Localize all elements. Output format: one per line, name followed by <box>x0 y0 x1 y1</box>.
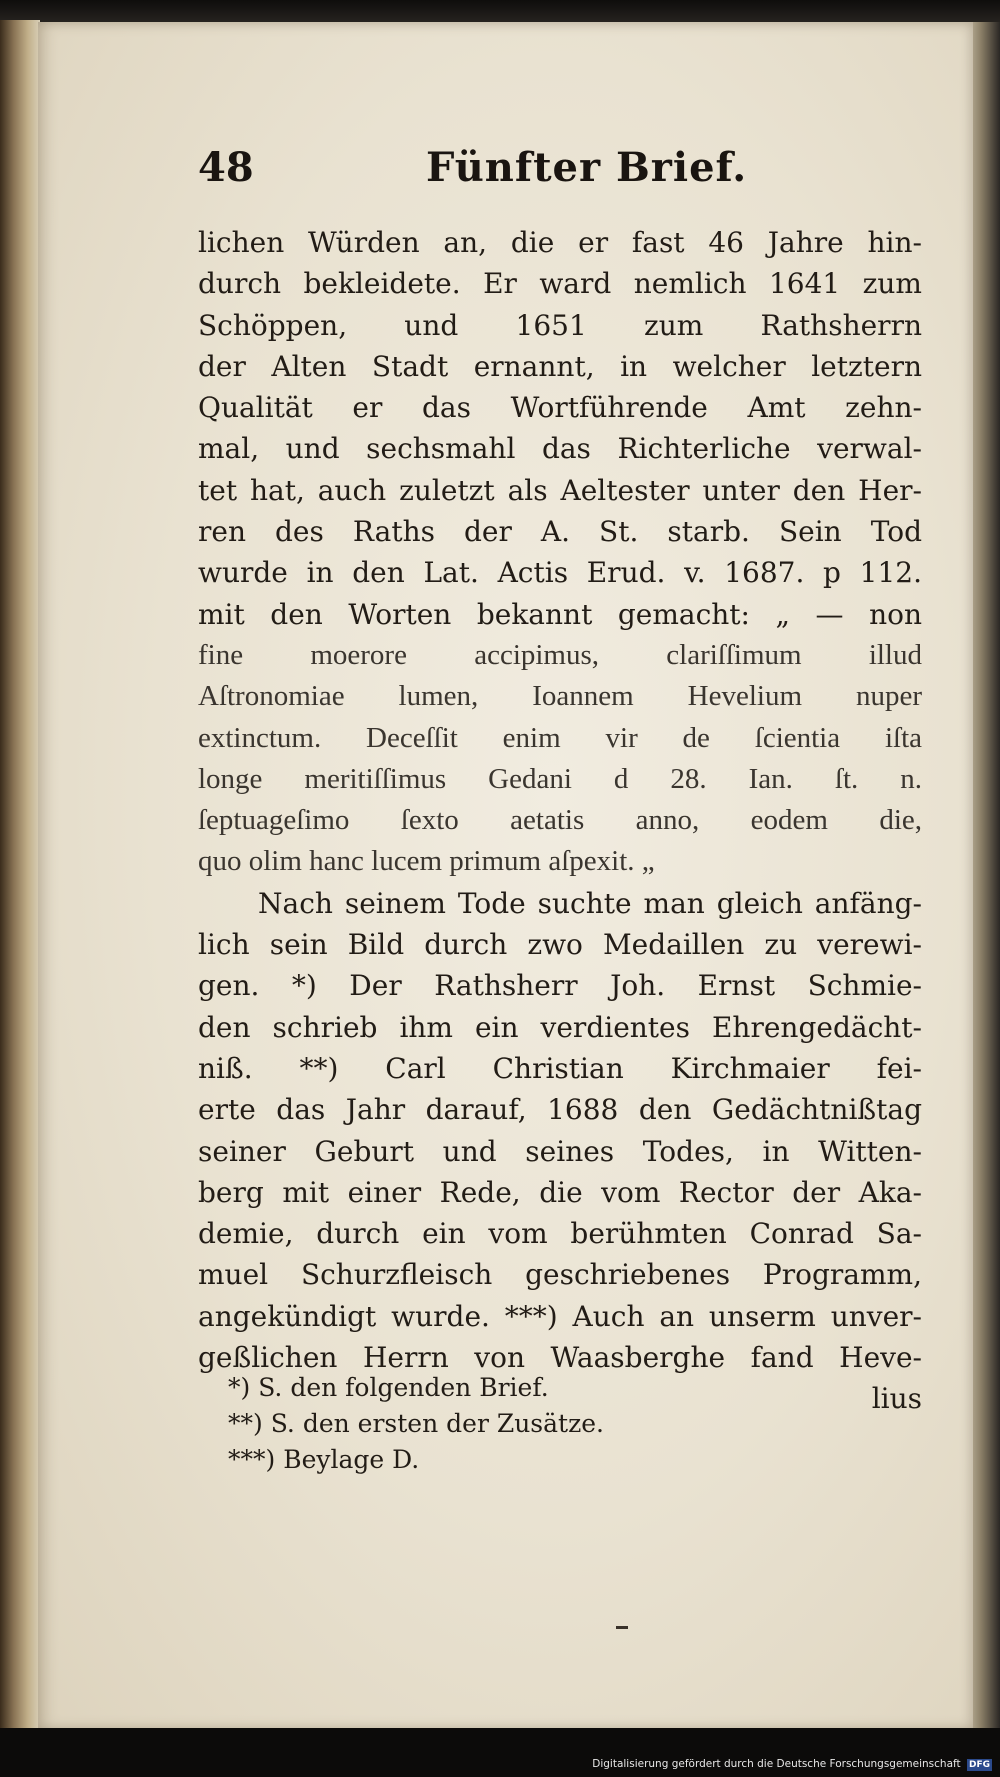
text-line: seiner Geburt und seines Todes, in Witten- <box>198 1134 922 1168</box>
text-line: lich sein Bild durch zwo Medaillen zu verewi- <box>198 928 922 962</box>
text-line: der Alten Stadt ernannt, in welcher letztern <box>198 349 922 383</box>
latin-quote-line: fine moerore accipimus, clariſſimum illud <box>198 638 922 671</box>
text-line: demie, durch ein vom berühmten Conrad Sa- <box>198 1217 922 1251</box>
footnote: *) S. den folgenden Brief. <box>228 1373 549 1402</box>
footnotes <box>228 1370 728 1478</box>
footnote: ***) Beylage D. <box>228 1445 420 1474</box>
text-line: Qualität er das Wortführende Amt zehn- <box>198 391 922 425</box>
text-line: berg mit einer Rede, die vom Rector der Aka- <box>198 1175 922 1209</box>
latin-quote-line: quo olim hanc lucem primum aſpexit. „ <box>198 845 655 878</box>
latin-quote-line: longe meritiſſimus Gedani d 28. Ian. ſt. n. <box>198 762 922 795</box>
text-line: lichen Würden an, die er fast 46 Jahre hin- <box>198 226 922 259</box>
chapter-title: Fünfter Brief. <box>426 144 748 191</box>
paragraph-first-line: Nach seinem Tode suchte man gleich anfäng- <box>258 886 922 920</box>
credit-text: Digitalisierung gefördert durch die Deutsche Forschungsgemeinschaft <box>592 1758 961 1770</box>
text-line: gen. *) Der Rathsherr Joh. Ernst Schmie- <box>198 969 922 1003</box>
digitization-credit <box>592 1758 992 1771</box>
text-line: tet hat, auch zuletzt als Aeltester unter den Her- <box>198 473 922 507</box>
latin-quote-line: ſeptuageſimo ſexto aetatis anno, eodem die, <box>198 804 922 837</box>
book-spine-edge <box>0 20 40 1732</box>
footnote: **) S. den ersten der Zusätze. <box>228 1409 605 1438</box>
text-line: den schrieb ihm ein verdientes Ehrengedächt- <box>198 1010 922 1044</box>
text-line: wurde in den Lat. Actis Erud. v. 1687. p 112. <box>198 556 922 590</box>
text-line: erte das Jahr darauf, 1688 den Gedächtnißtag <box>198 1093 922 1127</box>
page-number: 48 <box>198 144 254 191</box>
text-line: mal, und sechsmahl das Richterliche verwal- <box>198 432 922 466</box>
text-line: angekündigt wurde. ***) Auch an unserm unver- <box>198 1299 922 1333</box>
body-text <box>198 222 922 1420</box>
text-line: Schöppen, und 1651 zum Rathsherrn <box>198 308 922 342</box>
text-line: geßlichen Herrn von Waasberghe fand Heve- <box>198 1341 922 1375</box>
latin-quote-line: Aſtronomiae lumen, Ioannem Hevelium nuper <box>198 680 922 713</box>
text-line: durch bekleidete. Er ward nemlich 1641 zum <box>198 267 922 301</box>
running-head <box>198 140 818 200</box>
text-line: mit den Worten bekannt gemacht: „ — non <box>198 597 922 631</box>
dfg-logo: DFG <box>968 1760 990 1770</box>
catchword: lius <box>871 1382 922 1416</box>
latin-quote-line: extinctum. Deceſſit enim vir de ſcientia iſta <box>198 721 922 754</box>
text-line: ren des Raths der A. St. starb. Sein Tod <box>198 515 922 549</box>
text-line: muel Schurzfleisch geschriebenes Programm, <box>198 1258 922 1292</box>
ink-mark <box>616 1626 628 1629</box>
text-line: niß. **) Carl Christian Kirchmaier fei- <box>198 1051 922 1085</box>
